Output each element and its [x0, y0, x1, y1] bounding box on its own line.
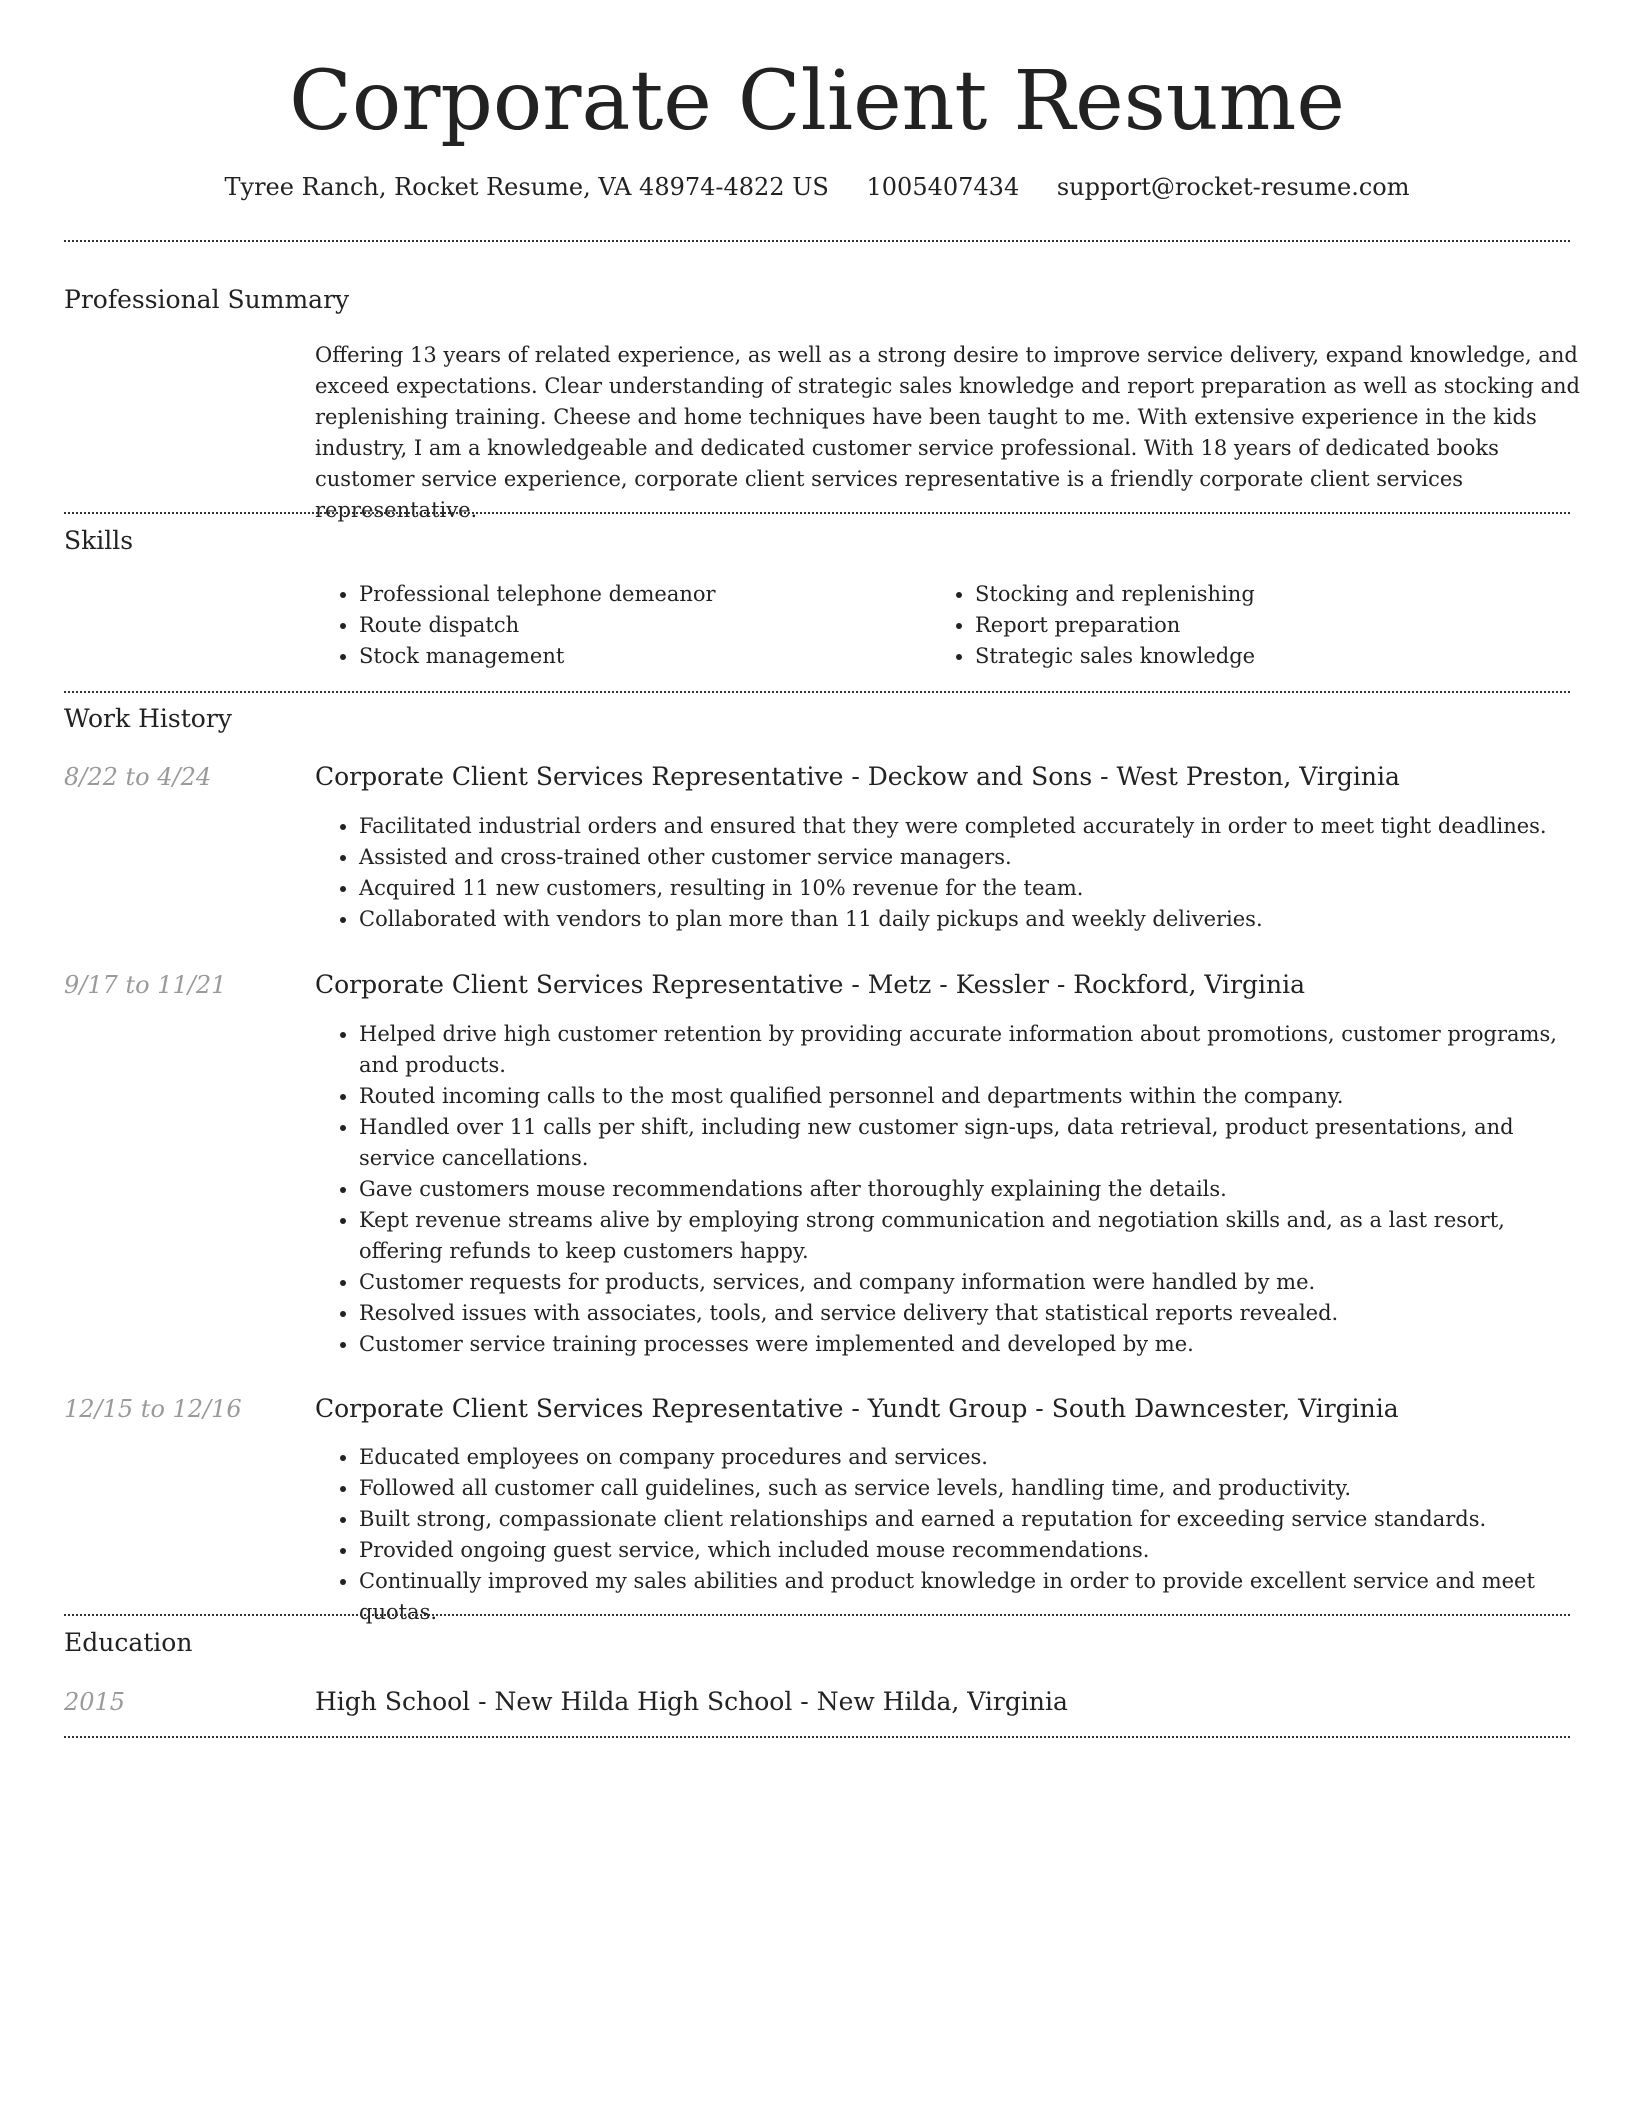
skill-item: • Report preparation: [975, 610, 1491, 641]
job-bullets: [315, 1019, 1575, 1360]
divider: [64, 1736, 1570, 1738]
contact-line: [64, 170, 1570, 204]
section-title-summary: Professional Summary: [64, 285, 350, 314]
job-heading: Corporate Client Services Representative - Metz - Kessler - Rockford, Virginia: [315, 970, 1305, 999]
job-dates: 8/22 to 4/24: [64, 763, 212, 791]
skill-item: • Route dispatch: [359, 610, 875, 641]
contact-phone: 1005407434: [866, 173, 1020, 201]
divider: [64, 691, 1570, 693]
job-bullet: • Acquired 11 new customers, resulting in 10% revenue for the team.: [359, 873, 1575, 904]
section-title-skills: Skills: [64, 526, 134, 555]
job-bullet: • Customer requests for products, services, and company information were handled by me.: [359, 1267, 1575, 1298]
job-bullet: • Gave customers mouse recommendations after thoroughly explaining the details.: [359, 1174, 1575, 1205]
contact-address: Tyree Ranch, Rocket Resume, VA 48974-4822 US: [224, 173, 829, 201]
job-bullet: • Educated employees on company procedures and services.: [359, 1442, 1575, 1473]
skills-list-left: [315, 579, 875, 672]
job-heading: Corporate Client Services Representative - Deckow and Sons - West Preston, Virginia: [315, 762, 1400, 791]
job-bullet: • Continually improved my sales abilities and product knowledge in order to provide excellent service and meet quotas.: [359, 1566, 1575, 1628]
divider: [64, 240, 1570, 242]
skill-item: • Stocking and replenishing: [975, 579, 1491, 610]
job-bullet: • Followed all customer call guidelines, such as service levels, handling time, and productivity.: [359, 1473, 1575, 1504]
summary-text: Offering 13 years of related experience, as well as a strong desire to improve service delivery, expand knowledge, and exceed expectations. Clear understanding of strategic sales knowledge and report preparation as well as stocking and replenishing training. Cheese and home techniques have been taught to me. With extensive experience in the kids industry, I am a knowledgeable and dedicated customer service professional. With 18 years of dedicated books customer service experience, corporate client services representative is a friendly corporate client services representative.: [315, 343, 1580, 522]
skill-item: • Professional telephone demeanor: [359, 579, 875, 610]
job-bullet: • Collaborated with vendors to plan more than 11 daily pickups and weekly deliveries.: [359, 904, 1575, 935]
skill-item: • Strategic sales knowledge: [975, 641, 1491, 672]
job-bullet: • Built strong, compassionate client relationships and earned a reputation for exceeding service standards.: [359, 1504, 1575, 1535]
job-bullet: • Customer service training processes were implemented and developed by me.: [359, 1329, 1575, 1360]
section-title-education: Education: [64, 1628, 193, 1657]
job-dates: 12/15 to 12/16: [64, 1395, 242, 1423]
contact-email: support@rocket-resume.com: [1056, 173, 1410, 201]
job-bullet: • Provided ongoing guest service, which included mouse recommendations.: [359, 1535, 1575, 1566]
job-bullet: • Routed incoming calls to the most qualified personnel and departments within the company.: [359, 1081, 1575, 1112]
job-bullets: [315, 1442, 1575, 1628]
skills-list-right: [931, 579, 1491, 672]
education-heading: High School - New Hilda High School - New Hilda, Virginia: [315, 1687, 1068, 1716]
job-bullet: • Helped drive high customer retention by providing accurate information about promotions, customer programs, and products.: [359, 1019, 1575, 1081]
job-bullet: • Handled over 11 calls per shift, including new customer sign-ups, data retrieval, product presentations, and service cancellations.: [359, 1112, 1575, 1174]
section-title-work: Work History: [64, 704, 232, 733]
job-bullet: • Facilitated industrial orders and ensured that they were completed accurately in order to meet tight deadlines.: [359, 811, 1575, 842]
divider: [64, 512, 1570, 514]
job-bullets: [315, 811, 1575, 935]
skill-item: • Stock management: [359, 641, 875, 672]
resume-title: Corporate Client Resume: [289, 54, 1345, 149]
education-year: 2015: [64, 1688, 126, 1716]
divider: [64, 1614, 1570, 1616]
job-heading: Corporate Client Services Representative - Yundt Group - South Dawncester, Virginia: [315, 1394, 1399, 1423]
job-bullet: • Resolved issues with associates, tools, and service delivery that statistical reports revealed.: [359, 1298, 1575, 1329]
job-dates: 9/17 to 11/21: [64, 971, 227, 999]
job-bullet: • Assisted and cross-trained other customer service managers.: [359, 842, 1575, 873]
job-bullet: • Kept revenue streams alive by employing strong communication and negotiation skills and, as a last resort, offering refunds to keep customers happy.: [359, 1205, 1575, 1267]
